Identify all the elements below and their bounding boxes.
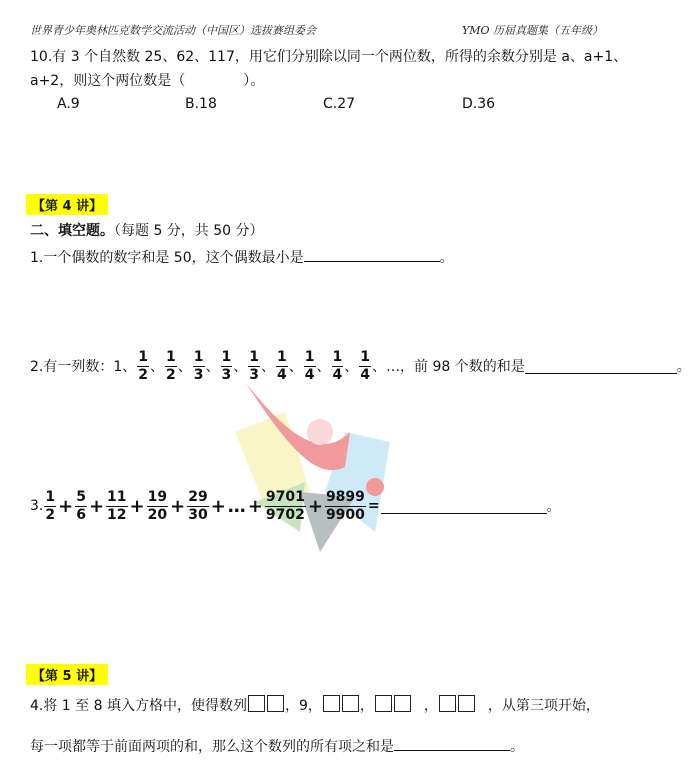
q2-fraction-numerator: 1 [166, 349, 176, 365]
q4-box-5[interactable] [375, 695, 392, 712]
q1-post: 。 [439, 250, 454, 266]
q2-fraction-numerator: 1 [221, 349, 232, 365]
header-right: YMO 历届真题集（五年级） [462, 24, 604, 37]
q3-term-numerator: 29 [188, 489, 208, 505]
q2-fraction-denominator: 2 [138, 366, 149, 383]
q4-box-7[interactable] [439, 695, 456, 712]
q3-last-term-denominator: 9702 [265, 506, 305, 523]
q2-fraction [221, 350, 233, 382]
q4-line1 [30, 695, 600, 715]
q3-last-term [265, 490, 306, 522]
q2-fraction [165, 350, 177, 382]
q4-comma-1: ， [359, 698, 374, 714]
q1-answer-blank[interactable] [304, 247, 440, 262]
q1 [30, 247, 454, 267]
q2-fraction-denominator: 3 [193, 366, 204, 383]
q10-line1: 10.有 3 个自然数 25、62、117，用它们分别除以同一个两位数，所得的余数分别是 a、a+1、 [30, 49, 628, 65]
q2-fraction [332, 350, 344, 382]
q4-nine: ，9， [284, 698, 322, 714]
q3-equals: = [367, 498, 380, 515]
q10-option-c[interactable]: C.27 [323, 96, 356, 112]
q1-text: 1.一个偶数的数字和是 50，这个偶数最小是 [30, 250, 304, 266]
q4-box-3[interactable] [323, 695, 340, 712]
q3-term [75, 490, 87, 522]
q2-fraction [304, 350, 316, 382]
q2-fraction-sequence [136, 349, 372, 383]
q3-term-numerator: 5 [76, 489, 86, 505]
q4-line2-text: 每一项都等于前面两项的和，那么这个数列的所有项之和是 [30, 739, 394, 755]
q2-fraction [276, 350, 288, 382]
q3-last-term-denominator: 9900 [325, 506, 365, 523]
q2-fraction-numerator: 1 [193, 349, 204, 365]
q2-answer-blank[interactable] [525, 359, 677, 374]
watermark-head [307, 419, 333, 445]
q2-text: 2.有一列数：1、 [30, 359, 137, 376]
q2-fraction [248, 350, 260, 382]
q2-separator: 、 [316, 359, 331, 376]
header-left: 世界青少年奥林匹克数学交流活动（中国区）选拔赛组委会 [30, 24, 316, 37]
watermark-logo [225, 372, 395, 562]
q3-ellipsis: … [227, 495, 246, 517]
q4-line2-post: 。 [510, 739, 524, 755]
q2-fraction-denominator: 3 [221, 366, 232, 383]
q2-fraction-denominator: 2 [166, 366, 176, 383]
q2-separator: 、 [261, 359, 276, 376]
q10-option-a[interactable]: A.9 [57, 96, 80, 112]
q2-fraction-denominator: 4 [277, 366, 287, 383]
q4-post: ，从第三项开始， [487, 698, 600, 714]
q3-term-denominator: 30 [188, 506, 208, 523]
q3-plus: + [58, 495, 74, 517]
q2-fraction-denominator: 3 [249, 366, 260, 383]
q3-term [187, 490, 208, 522]
q2-fraction-numerator: 1 [277, 349, 287, 365]
q2-separator: 、 [205, 359, 220, 376]
q3-plus: + [210, 495, 226, 517]
q3-plus: + [247, 495, 263, 517]
q4-comma-2: ， [423, 698, 438, 714]
q4-box-8[interactable] [458, 695, 475, 712]
q2-separator: 、 [233, 359, 248, 376]
section4-heading-title: 二、填空题。 [30, 223, 114, 239]
q2-fraction-numerator: 1 [138, 349, 149, 365]
q10-line2-post: ）。 [243, 73, 265, 89]
q4-answer-blank[interactable] [394, 736, 510, 751]
q2-tail: 、…，前 98 个数的和是 [372, 359, 525, 376]
q3-plus: + [88, 495, 105, 517]
q4-box-4[interactable] [342, 695, 359, 712]
q3-plus: + [170, 495, 186, 517]
q10-option-d[interactable]: D.36 [462, 96, 496, 112]
q3-term [44, 490, 56, 522]
q3-plus: + [129, 495, 145, 517]
q4-box-6[interactable] [394, 695, 411, 712]
q4-box-2[interactable] [267, 695, 284, 712]
q2-fraction-numerator: 1 [360, 349, 371, 365]
q2-fraction-denominator: 4 [360, 366, 371, 383]
section5-tag: 【第 5 讲】 [26, 664, 108, 685]
q3-post: 。 [546, 499, 561, 516]
q2-fraction-numerator: 1 [304, 349, 315, 365]
q4-box-1[interactable] [248, 695, 265, 712]
q3-term-denominator: 20 [147, 506, 168, 523]
q3-expression [43, 489, 367, 523]
section4-heading-note: （每题 5 分，共 50 分） [114, 223, 264, 239]
q2-separator: 、 [288, 359, 303, 376]
q3-term-denominator: 6 [76, 506, 86, 523]
q2-fraction-denominator: 4 [304, 366, 315, 383]
q3-term-numerator: 11 [107, 489, 127, 505]
q3-term-numerator: 1 [45, 489, 56, 505]
q2-fraction-numerator: 1 [249, 349, 260, 365]
q10-option-b[interactable]: B.18 [185, 96, 217, 112]
section4-heading [30, 220, 264, 240]
q3-last-term-numerator: 9701 [265, 489, 305, 505]
q3-plus: + [307, 495, 323, 517]
q4-line2 [30, 736, 524, 756]
q10-line2 [30, 70, 264, 90]
q3-term [106, 490, 127, 522]
q10-line2-pre: a+2，则这个两位数是（ [30, 73, 186, 89]
q2-separator: 、 [344, 359, 359, 376]
q3-term [147, 490, 168, 522]
q2-fraction [137, 350, 149, 382]
q2-fraction [359, 350, 371, 382]
q3-term-denominator: 2 [45, 506, 56, 523]
q4-text: 4.将 1 至 8 填入方格中，使得数列 [30, 698, 247, 714]
q2 [30, 350, 691, 382]
q3-answer-blank[interactable] [381, 499, 547, 514]
q2-post: 。 [676, 359, 691, 376]
q3-number: 3. [30, 498, 44, 515]
q3 [30, 490, 561, 522]
q3-last-term [325, 490, 366, 522]
section4-tag: 【第 4 讲】 [26, 194, 108, 215]
q2-separator: 、 [150, 359, 165, 376]
q3-term-denominator: 12 [107, 506, 127, 523]
q3-term-numerator: 19 [147, 489, 168, 505]
q2-fraction-denominator: 4 [332, 366, 343, 383]
q2-fraction-numerator: 1 [332, 349, 343, 365]
q2-separator: 、 [177, 359, 192, 376]
q3-last-term-numerator: 9899 [325, 489, 365, 505]
q2-fraction [193, 350, 205, 382]
